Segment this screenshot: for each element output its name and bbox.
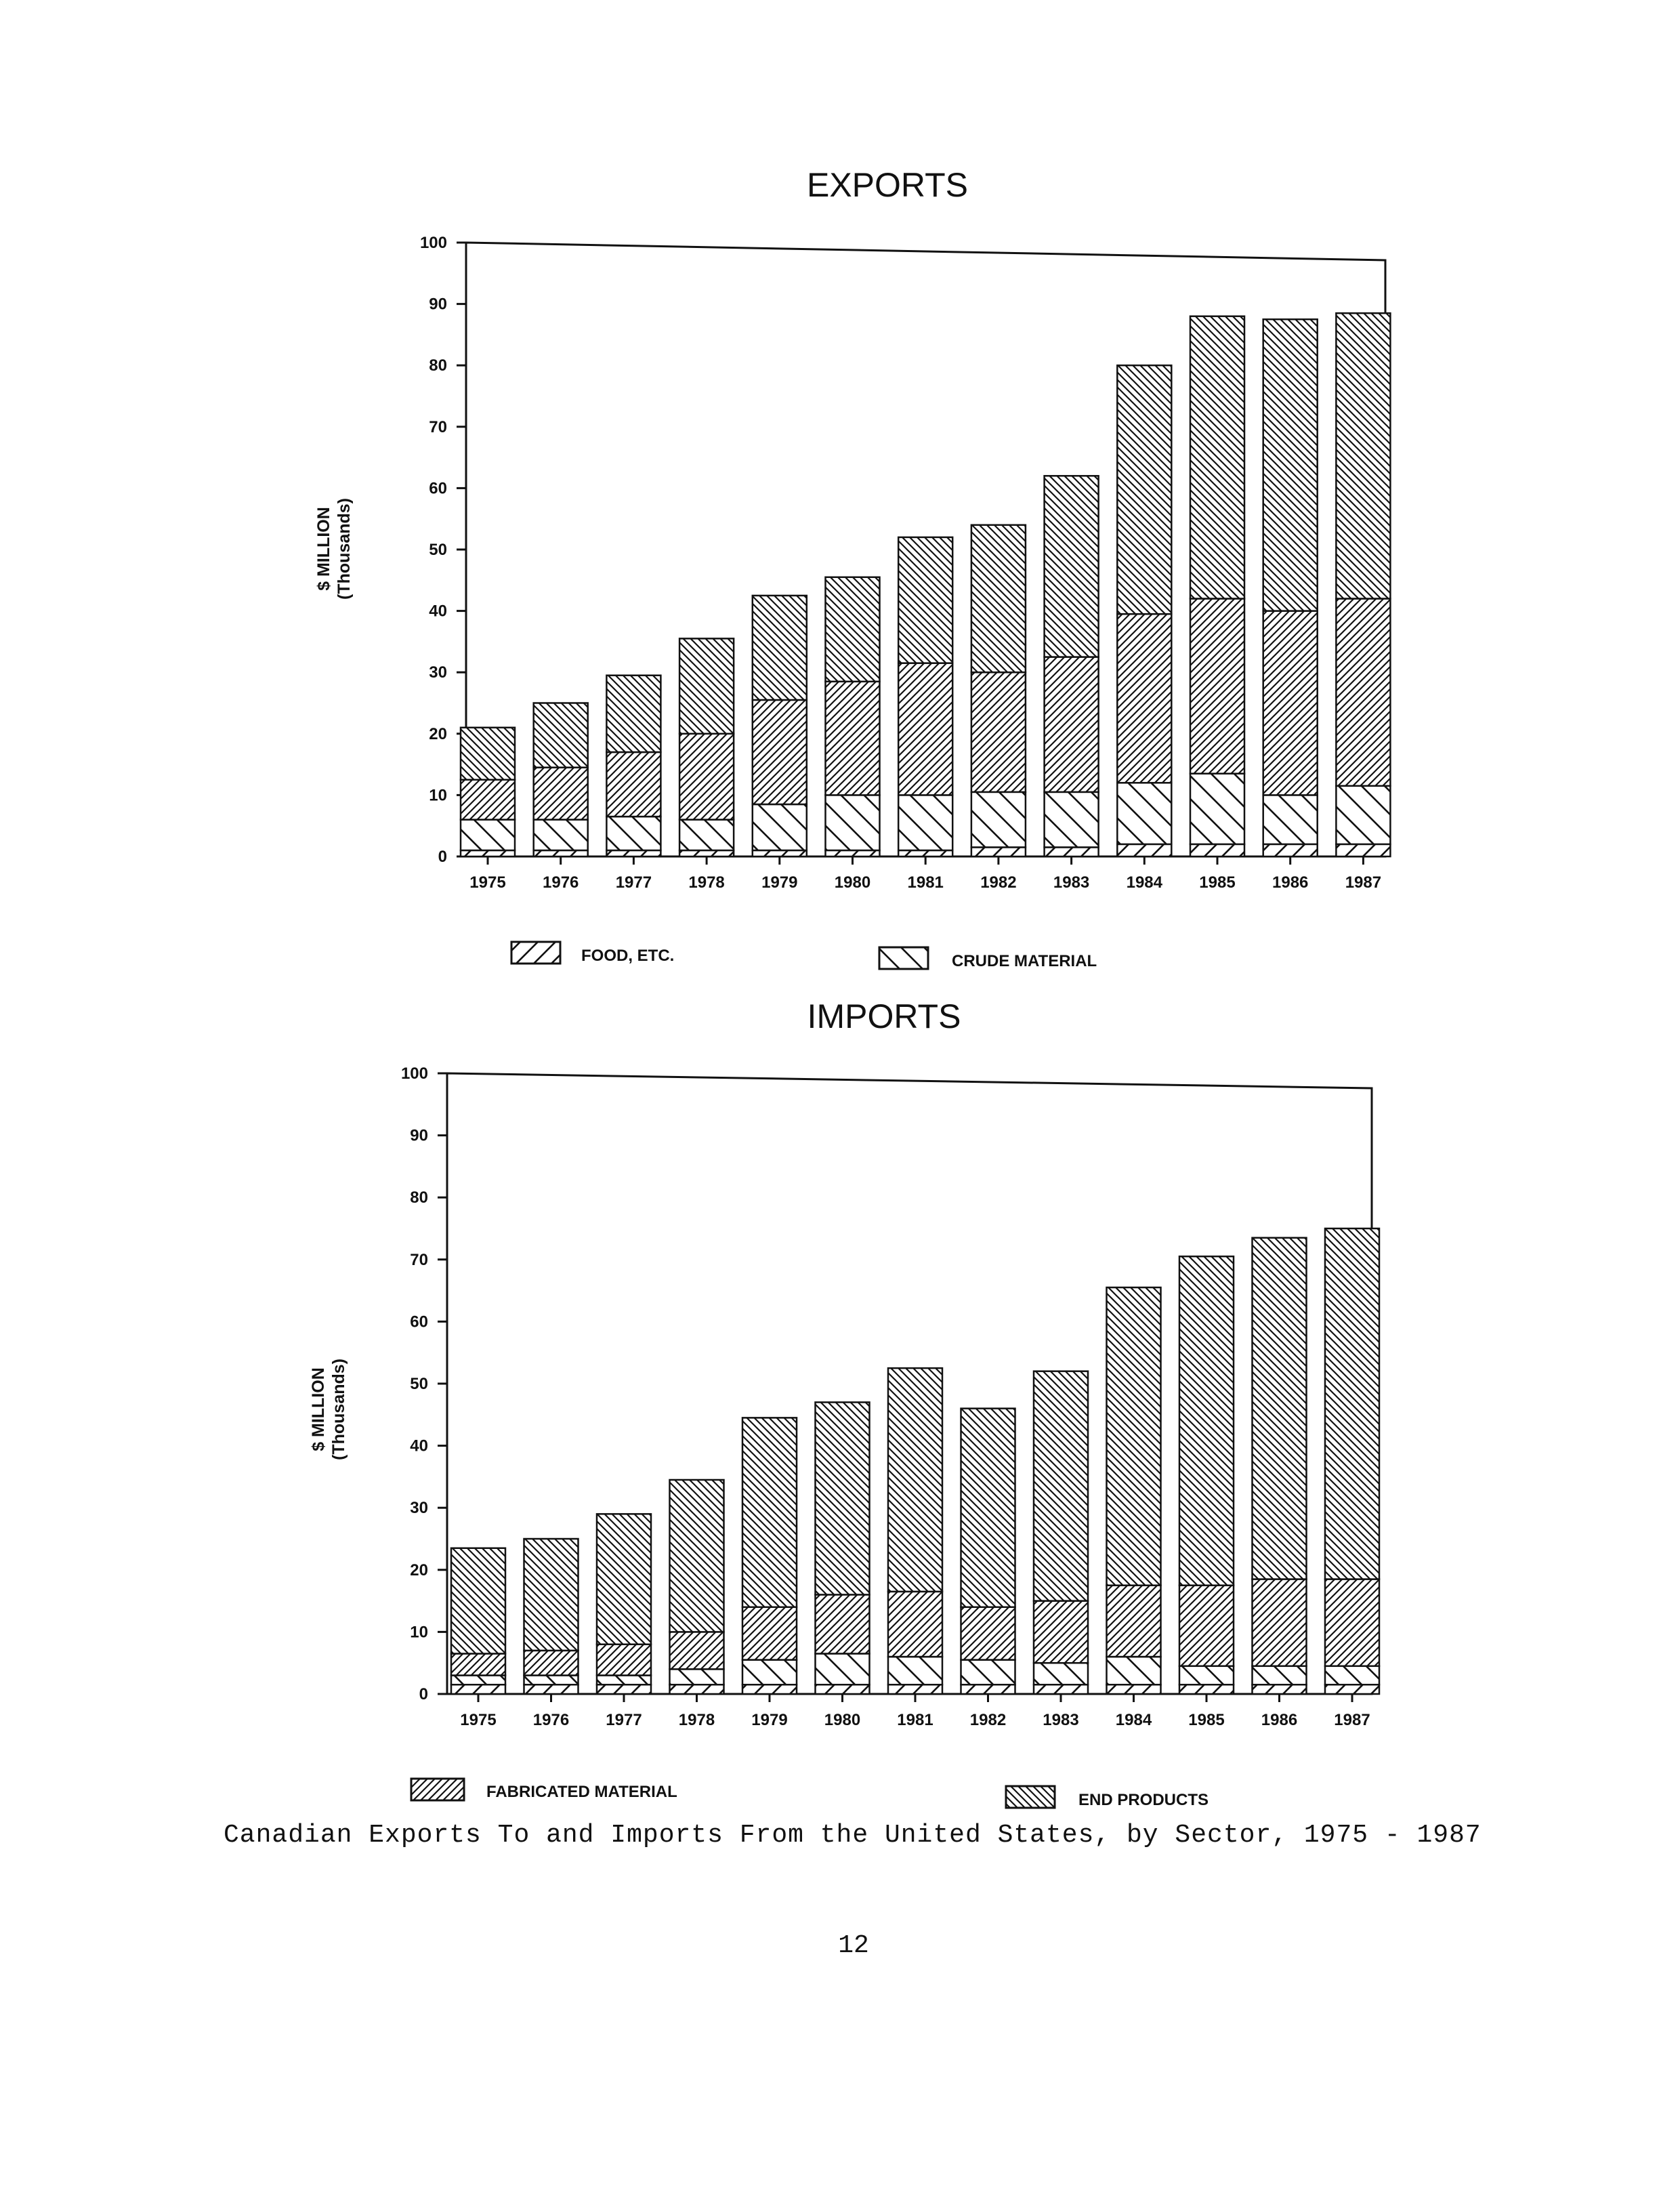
bar-segment	[534, 703, 588, 768]
bar-segment	[1117, 614, 1171, 783]
bar-segment	[1107, 1287, 1161, 1586]
bar-segment	[679, 638, 734, 733]
bar-segment	[534, 768, 588, 820]
x-tick-label: 1981	[907, 873, 944, 892]
x-tick-label: 1977	[615, 873, 652, 892]
x-tick-label: 1977	[606, 1711, 642, 1729]
legend-item	[411, 1779, 677, 1801]
bar-segment	[742, 1684, 797, 1694]
x-tick-label: 1980	[834, 873, 871, 892]
y-tick-label: 0	[419, 1685, 428, 1703]
x-tick-label: 1987	[1345, 873, 1382, 892]
bar-segment	[597, 1645, 651, 1676]
y-tick-label: 70	[410, 1250, 428, 1269]
y-tick-label: 20	[410, 1560, 428, 1579]
bar-segment	[597, 1676, 651, 1685]
bar-segment	[1253, 1666, 1307, 1684]
x-tick-label: 1983	[1053, 873, 1090, 892]
bar-segment	[1336, 844, 1390, 856]
bar-segment	[888, 1684, 942, 1694]
bar-segment	[1179, 1256, 1234, 1585]
x-tick-label: 1978	[688, 873, 725, 892]
plot-area	[420, 234, 1390, 892]
y-tick-label: 70	[429, 417, 447, 436]
y-tick-label: 90	[410, 1126, 428, 1145]
bar-segment	[1179, 1586, 1234, 1666]
bar-segment	[971, 847, 1026, 856]
bar-segment	[1325, 1579, 1379, 1666]
bar-segment	[961, 1607, 1015, 1660]
bar-segment	[1034, 1371, 1088, 1601]
x-tick-label: 1980	[824, 1711, 861, 1729]
x-tick-label: 1984	[1126, 873, 1162, 892]
bar-segment	[1336, 598, 1390, 785]
legend-label: FOOD, ETC.	[581, 947, 675, 965]
bar-segment	[1045, 792, 1099, 848]
x-tick-label: 1984	[1115, 1711, 1152, 1729]
bar-segment	[816, 1653, 870, 1684]
bar-segment	[606, 752, 660, 816]
bar-segment	[971, 525, 1026, 672]
bar-segment	[1117, 365, 1171, 614]
bar-segment	[1034, 1601, 1088, 1663]
y-tick-label: 100	[419, 234, 447, 252]
y-tick-label: 30	[410, 1499, 428, 1518]
bar-segment	[1045, 476, 1099, 657]
y-axis-sublabel: (Thousands)	[335, 498, 354, 600]
bar-segment	[1190, 774, 1244, 844]
bar-segment	[826, 577, 880, 682]
bar-segment	[1253, 1579, 1307, 1666]
bar-segment	[826, 795, 880, 850]
bar-segment	[670, 1480, 724, 1632]
bar-segment	[888, 1368, 942, 1592]
bar-segment	[971, 672, 1026, 792]
bar-segment	[534, 820, 588, 850]
bar-segment	[451, 1684, 505, 1694]
bar-segment	[1253, 1684, 1307, 1694]
bar-segment	[1190, 844, 1244, 856]
y-tick-label: 80	[429, 356, 447, 375]
bar-segment	[1336, 786, 1390, 844]
bar-segment	[753, 700, 807, 804]
y-axis-label: $ MILLION	[314, 507, 333, 591]
legend	[411, 1779, 1209, 1809]
y-axis-title	[309, 1359, 348, 1460]
x-tick-label: 1978	[678, 1711, 715, 1729]
x-tick-label: 1976	[532, 1711, 570, 1729]
y-tick-label: 90	[429, 295, 447, 314]
bar-segment	[898, 537, 952, 663]
bar-segment	[461, 780, 515, 820]
y-tick-label: 40	[429, 602, 447, 621]
bar-segment	[1263, 611, 1318, 795]
bar-segment	[606, 850, 660, 856]
legend-swatch	[879, 947, 928, 969]
bar-segment	[1034, 1684, 1088, 1694]
legend-item	[511, 942, 674, 965]
x-tick-label: 1985	[1188, 1711, 1225, 1729]
y-axis-title	[314, 498, 354, 600]
bar-segment	[679, 820, 734, 850]
bar-segment	[1179, 1684, 1234, 1694]
bar-segment	[961, 1684, 1015, 1694]
y-tick-label: 80	[410, 1188, 428, 1207]
bar-segment	[534, 850, 588, 856]
bar-segment	[1263, 795, 1318, 844]
y-tick-label: 50	[429, 541, 447, 559]
bar-segment	[524, 1676, 579, 1685]
bar-segment	[816, 1594, 870, 1653]
y-tick-label: 30	[429, 663, 447, 682]
bar-segment	[679, 734, 734, 820]
bar-segment	[461, 728, 515, 780]
bar-segment	[1034, 1663, 1088, 1684]
bar-segment	[524, 1539, 579, 1651]
x-tick-label: 1982	[969, 1711, 1007, 1729]
bar-segment	[826, 850, 880, 856]
y-tick-label: 100	[400, 1064, 428, 1083]
bar-segment	[898, 663, 952, 795]
bar-segment	[888, 1592, 942, 1657]
imports-chart	[309, 997, 1379, 1809]
page-number: 12	[838, 1931, 869, 1960]
y-tick-label: 60	[410, 1312, 428, 1331]
legend-label: CRUDE MATERIAL	[952, 952, 1097, 970]
y-axis-sublabel: (Thousands)	[329, 1359, 348, 1460]
bar-segment	[898, 850, 952, 856]
bar-segment	[1336, 313, 1390, 598]
figure-caption: Canadian Exports To and Imports From the United States, by Sector, 1975 - 1987	[224, 1821, 1482, 1850]
y-tick-label: 10	[410, 1623, 428, 1642]
y-tick-label: 60	[429, 479, 447, 498]
bar-segment	[971, 792, 1026, 848]
y-tick-label: 40	[410, 1436, 428, 1455]
bar-segment	[606, 816, 660, 850]
bar-segment	[753, 804, 807, 850]
bar-segment	[670, 1669, 724, 1684]
legend-label: FABRICATED MATERIAL	[486, 1783, 677, 1801]
x-tick-label: 1987	[1334, 1711, 1370, 1729]
bar-segment	[1045, 657, 1099, 792]
bar-segment	[1263, 844, 1318, 856]
legend-label: END PRODUCTS	[1078, 1791, 1209, 1809]
x-tick-label: 1981	[897, 1711, 933, 1729]
bar-segment	[597, 1684, 651, 1694]
bar-segment	[451, 1548, 505, 1654]
legend-swatch	[511, 942, 560, 964]
bar-segment	[606, 676, 660, 752]
bar-segment	[898, 795, 952, 850]
bar-segment	[1045, 847, 1099, 856]
bar-segment	[1325, 1666, 1379, 1684]
bar-segment	[1263, 319, 1318, 611]
bar-segment	[451, 1653, 505, 1675]
legend-swatch	[411, 1779, 464, 1800]
bar-segment	[888, 1657, 942, 1684]
bar-segment	[461, 850, 515, 856]
bar-segment	[742, 1660, 797, 1685]
x-tick-label: 1979	[751, 1711, 788, 1729]
chart-title: IMPORTS	[807, 997, 961, 1035]
legend-swatch	[1006, 1786, 1055, 1808]
x-tick-label: 1983	[1043, 1711, 1079, 1729]
bar-segment	[461, 820, 515, 850]
x-tick-label: 1979	[761, 873, 798, 892]
y-tick-label: 10	[429, 786, 447, 805]
legend	[511, 942, 1097, 970]
x-tick-label: 1982	[980, 873, 1017, 892]
bar-segment	[1190, 316, 1244, 599]
bar-segment	[679, 850, 734, 856]
bar-segment	[597, 1514, 651, 1644]
bar-segment	[1325, 1228, 1379, 1579]
exports-chart	[314, 166, 1390, 970]
x-tick-label: 1986	[1261, 1711, 1298, 1729]
bar-segment	[1253, 1238, 1307, 1579]
x-tick-label: 1976	[543, 873, 579, 892]
bar-segment	[1107, 1657, 1161, 1684]
bar-segment	[816, 1684, 870, 1694]
chart-title: EXPORTS	[806, 166, 969, 204]
bar-segment	[961, 1409, 1015, 1607]
legend-item	[1006, 1786, 1209, 1809]
bar-segment	[670, 1684, 724, 1694]
bar-segment	[816, 1402, 870, 1594]
bar-segment	[753, 596, 807, 700]
plot-area	[401, 1064, 1379, 1729]
y-tick-label: 0	[438, 848, 447, 866]
bar-segment	[1179, 1666, 1234, 1684]
x-tick-label: 1986	[1272, 873, 1309, 892]
bar-segment	[1107, 1586, 1161, 1657]
bar-segment	[1117, 844, 1171, 856]
legend-item	[879, 947, 1097, 970]
y-tick-label: 20	[429, 724, 447, 743]
x-tick-label: 1985	[1199, 873, 1236, 892]
bar-segment	[451, 1676, 505, 1685]
x-tick-label: 1975	[460, 1711, 497, 1729]
bar-segment	[1107, 1684, 1161, 1694]
bar-segment	[742, 1418, 797, 1607]
bar-segment	[1325, 1684, 1379, 1694]
bar-segment	[961, 1660, 1015, 1685]
x-tick-label: 1975	[469, 873, 506, 892]
bar-segment	[742, 1607, 797, 1660]
bar-segment	[670, 1632, 724, 1669]
bar-segment	[826, 682, 880, 795]
bar-segment	[524, 1651, 579, 1676]
bar-segment	[1117, 783, 1171, 844]
bar-segment	[524, 1684, 579, 1694]
bar-segment	[753, 850, 807, 856]
y-axis-label: $ MILLION	[309, 1367, 328, 1451]
y-tick-label: 50	[410, 1375, 428, 1393]
bar-segment	[1190, 598, 1244, 773]
